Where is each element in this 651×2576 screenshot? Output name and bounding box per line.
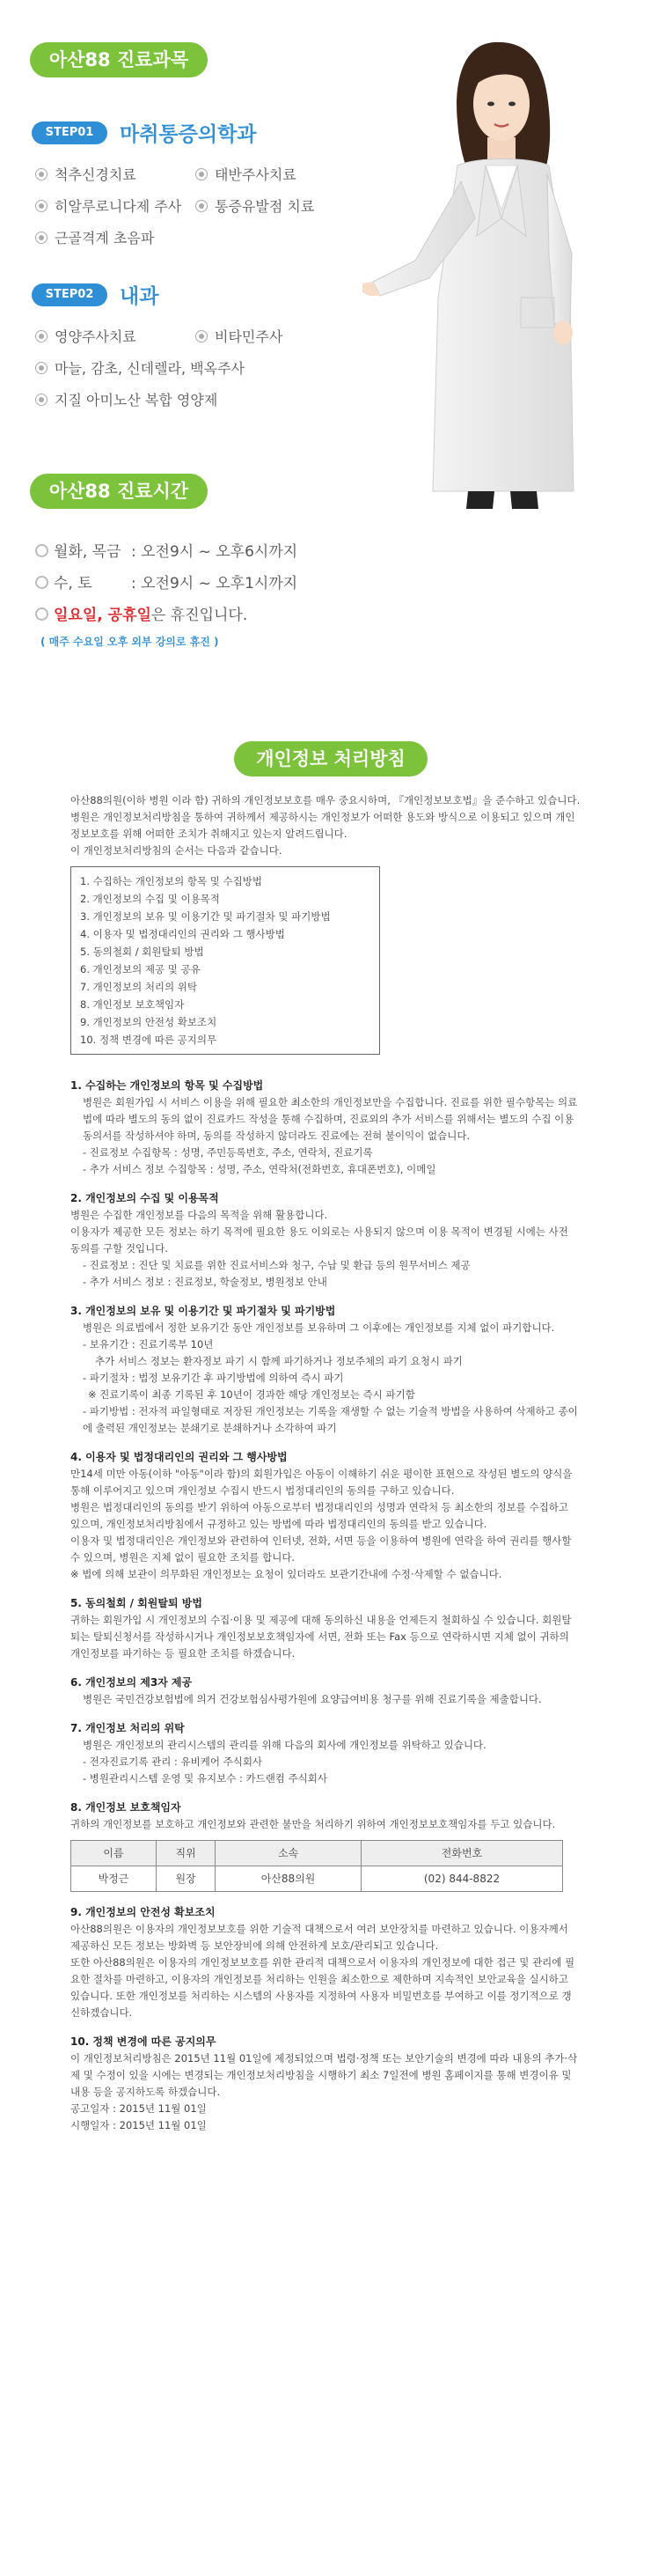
toc-item[interactable]: 4. 이용자 및 법정대리인의 권리와 그 행사방법 bbox=[80, 928, 285, 940]
table-cell: 원장 bbox=[156, 1866, 215, 1892]
service-item: 마늘, 감초, 신데렐라, 백옥주사 bbox=[35, 357, 245, 378]
subjects-title: 아산88 진료과목 bbox=[30, 42, 208, 77]
table-header: 소속 bbox=[216, 1841, 362, 1866]
ring-icon bbox=[35, 576, 48, 589]
step1-title: 마취통증의학과 bbox=[120, 123, 257, 146]
section-title: 2. 개인정보의 수집 및 이용목적 bbox=[70, 1192, 219, 1204]
section-line: ※ 진료기록이 최종 기록된 후 10년이 경과한 해당 개인정보는 즉시 파기함 bbox=[88, 1388, 415, 1401]
section-body: 병원은 수집한 개인정보를 다음의 목적을 위해 활용합니다. bbox=[70, 1209, 328, 1221]
section-line: - 병원관리시스템 운영 및 유지보수 : 카드랜컴 주식회사 bbox=[83, 1772, 328, 1785]
table-cell: 박정근 bbox=[71, 1866, 157, 1892]
section-line: - 추가 서비스 정보 수집항목 : 성명, 주소, 연락처(전화번호, 휴대폰번호), 이메일 bbox=[83, 1163, 436, 1175]
section-title: 10. 정책 변경에 따른 공지의무 bbox=[70, 2035, 216, 2048]
toc-item[interactable]: 10. 정책 변경에 따른 공지의무 bbox=[80, 1034, 217, 1046]
toc-box bbox=[70, 866, 380, 1055]
toc-item[interactable]: 8. 개인정보 보호책임자 bbox=[80, 998, 185, 1011]
toc-item[interactable]: 3. 개인정보의 보유 및 이용기간 및 파기절차 및 파기방법 bbox=[80, 910, 331, 923]
step2-title: 내과 bbox=[120, 285, 159, 308]
section-body: 이용자가 제공한 모든 정보는 하기 목적에 필요한 용도 이외로는 사용되지 않으며 이용 목적이 변경될 시에는 사전 동의를 구할 것입니다. bbox=[70, 1225, 568, 1255]
table-cell: (02) 844-8822 bbox=[361, 1866, 562, 1892]
bullet-icon bbox=[35, 394, 48, 406]
section-line: - 추가 서비스 정보 : 진료정보, 학술정보, 병원정보 안내 bbox=[83, 1276, 327, 1288]
section-line: - 전자진료기록 관리 : 유비케어 주식회사 bbox=[83, 1755, 263, 1768]
doctor-illustration bbox=[362, 33, 651, 509]
ring-icon bbox=[35, 544, 48, 557]
step1-badge: STEP01 bbox=[32, 121, 107, 144]
service-item: 근골격계 초음파 bbox=[35, 227, 154, 247]
section-line: - 진료정보 : 진단 및 치료를 위한 진료서비스와 청구, 수납 및 환급 등의 원무서비스 제공 bbox=[83, 1259, 471, 1271]
section-line: - 보유기간 : 진료기록부 10년 bbox=[83, 1338, 214, 1351]
section-line: - 파기절차 : 법정 보유기간 후 파기방법에 의하여 즉시 파기 bbox=[83, 1372, 344, 1384]
service-item: 영양주사치료 bbox=[35, 326, 136, 346]
table-cell: 아산88의원 bbox=[216, 1866, 362, 1892]
section-body: 이용자 및 법정대리인은 개인정보와 관련하여 인터넷, 전화, 서면 등을 이용하여 병원에 연락을 하여 권리를 행사할 수 있으며, 병원은 지체 없이 필요한 조치를 합니다. bbox=[70, 1535, 572, 1564]
section-body: 이 개인정보처리방침은 2015년 11월 01일에 제정되었으며 법령·정책 또는 보안기술의 변경에 따라 내용의 추가·삭제 및 수정이 있을 시에는 변경되는 개인정보처리방침을 시행하기 최소 7일전에 병원 홈페이지를 통해 변경이유 및 내용 등을 공지하도록 하겠습니다. bbox=[70, 2052, 578, 2098]
table-row bbox=[71, 1866, 563, 1892]
section-body: 귀하의 개인정보를 보호하고 개인정보와 관련한 불만을 처리하기 위하여 개인정보보호책임자를 두고 있습니다. bbox=[70, 1818, 556, 1830]
section-body: 만14세 미만 아동(이하 "아동"이라 함)의 회원가입은 아동이 이해하기 쉬운 평이한 표현으로 작성된 별도의 양식을 통해 이루어지고 있으며 개인정보 수집시 반드시 법정대리인의 동의를 구하고 있습니다. bbox=[70, 1468, 573, 1497]
privacy-title: 개인정보 처리방침 bbox=[234, 741, 428, 776]
section-title: 6. 개인정보의 제3자 제공 bbox=[70, 1676, 193, 1689]
table-header: 이름 bbox=[71, 1841, 157, 1866]
notice-date: 공고일자 : 2015년 11월 01일 bbox=[70, 2102, 207, 2115]
privacy-document bbox=[70, 792, 581, 2134]
effective-date: 시행일자 : 2015년 11월 01일 bbox=[70, 2119, 207, 2131]
hours-row: 수, 토 : 오전9시 ~ 오후1시까지 bbox=[35, 570, 297, 592]
section-title: 9. 개인정보의 안전성 확보조치 bbox=[70, 1906, 216, 1918]
toc-item[interactable]: 7. 개인정보의 처리의 위탁 bbox=[80, 981, 198, 993]
bullet-icon bbox=[195, 200, 208, 212]
service-item: 통증유발점 치료 bbox=[195, 195, 314, 216]
hours-row: 월화, 목금 : 오전9시 ~ 오후6시까지 bbox=[35, 539, 297, 561]
toc-item[interactable]: 6. 개인정보의 제공 및 공유 bbox=[80, 963, 201, 975]
bullet-icon bbox=[35, 232, 48, 244]
section-title: 1. 수집하는 개인정보의 항목 및 수집방법 bbox=[70, 1079, 264, 1092]
toc-item[interactable]: 2. 개인정보의 수집 및 이용목적 bbox=[80, 893, 220, 905]
step2-badge: STEP02 bbox=[32, 283, 107, 306]
bullet-icon bbox=[35, 168, 48, 180]
section-title: 3. 개인정보의 보유 및 이용기간 및 파기절차 및 파기방법 bbox=[70, 1305, 336, 1317]
section-title: 4. 이용자 및 법정대리인의 권리와 그 행사방법 bbox=[70, 1451, 288, 1463]
bullet-icon bbox=[195, 330, 208, 342]
section-body: 또한 아산88의원은 이용자의 개인정보보호를 위한 관리적 대책으로서 이용자의 개인정보에 대한 접근 및 관리에 필요한 절차를 마련하고, 이용자의 개인정보를 처리하는 인원을 최소한으로 제한하며 지속적인 보안교육을 실시하고 있습니다. 또한 개인정보를 처리하는 시스템의 사용자를 지정하여 사용자 비밀번호를 부여하고 이를 정기적으로 갱신하겠습니다. bbox=[70, 1956, 575, 2019]
section-title: 7. 개인정보 처리의 위탁 bbox=[70, 1722, 185, 1734]
ring-icon bbox=[35, 607, 48, 621]
bullet-icon bbox=[35, 330, 48, 342]
section-line: - 진료정보 수집항목 : 성명, 주민등록번호, 주소, 연락처, 진료기록 bbox=[83, 1146, 373, 1159]
section-line: 추가 서비스 정보는 환자정보 파기 시 함께 파기하거나 정보주체의 파기 요청시 파기 bbox=[95, 1355, 463, 1367]
service-item: 비타민주사 bbox=[195, 326, 282, 346]
lecture-note: ( 매주 수요일 오후 외부 강의로 휴진 ) bbox=[40, 636, 219, 648]
toc-item[interactable]: 1. 수집하는 개인정보의 항목 및 수집방법 bbox=[80, 875, 262, 887]
bullet-icon bbox=[195, 168, 208, 180]
section-title: 8. 개인정보 보호책임자 bbox=[70, 1801, 181, 1814]
section-body: 귀하는 회원가입 시 개인정보의 수집·이용 및 제공에 대해 동의하신 내용을 언제든지 철회하실 수 있습니다. 회원탈퇴는 탈퇴신청서를 작성하시거나 개인정보보호책임자에 서면, 전화 또는 Fax 등으로 연락하시면 지체 없이 귀하의 개인정보를 파기하는 등 필요한 조치를 하겠습니다. bbox=[70, 1614, 572, 1660]
section-line: - 파기방법 : 전자적 파일형태로 저장된 개인정보는 기록을 재생할 수 없는 기술적 방법을 사용하여 삭제하고 종이에 출력된 개인정보는 분쇄기로 분쇄하거나 소각하여 파기 bbox=[83, 1405, 578, 1434]
section-body: 병원은 국민건강보험법에 의거 건강보험심사평가원에 요양급여비용 청구를 위해 진료기록을 제출합니다. bbox=[83, 1693, 542, 1705]
manager-table bbox=[70, 1840, 563, 1892]
bullet-icon bbox=[35, 200, 48, 212]
section-title: 5. 동의철회 / 회원탈퇴 방법 bbox=[70, 1597, 202, 1609]
section-body: 병원은 의료법에서 정한 보유기간 동안 개인정보를 보유하며 그 이후에는 개인정보를 지체 없이 파기합니다. bbox=[83, 1321, 555, 1334]
section-body: 병원은 법정대리인의 동의를 받기 위하여 아동으로부터 법정대리인의 성명과 연락처 등 최소한의 정보를 수집하고 있으며, 개인정보처리방침에서 규정하고 있는 방법에 따라 법정대리인의 동의를 받고 있습니다. bbox=[70, 1501, 568, 1530]
service-item: 태반주사치료 bbox=[195, 164, 296, 184]
holiday-row: 일요일, 공휴일은 휴진입니다. bbox=[35, 602, 247, 624]
intro-paragraph: 아산88의원(이하 병원 이라 함) 귀하의 개인정보보호를 매우 중요시하며, 『개인정보보호법』을 준수하고 있습니다. 병원은 개인정보처리방침을 통하여 귀하께서 제공하시는 개인정보가 어떠한 용도와 방식으로 이용되고 있으며 개인정보보호를 위해 어떠한 조치가 취해지고 있는지 알려드립니다. bbox=[70, 794, 581, 840]
bullet-icon bbox=[35, 362, 48, 374]
section-body: ※ 법에 의해 보관이 의무화된 개인정보는 요청이 있더라도 보관기간내에 수정·삭제할 수 없습니다. bbox=[70, 1568, 502, 1580]
section-body: 병원은 회원가입 시 서비스 이용을 위해 필요한 최소한의 개인정보만을 수집합니다. 진료를 위한 필수항목는 의료법에 따라 별도의 동의 없이 진료카드 작성을 통해 수집하며, 진료외의 추가 서비스를 위해서는 별도의 수집 이용 동의서를 작성하셔야 하며, 동의를 작성하지 않더라도 진료에는 전혀 불이익이 없습니다. bbox=[83, 1096, 578, 1142]
service-item: 지질 아미노산 복합 영양제 bbox=[35, 389, 217, 409]
toc-item[interactable]: 5. 동의철회 / 회원탈퇴 방법 bbox=[80, 946, 204, 958]
intro-paragraph: 이 개인정보처리방침의 순서는 다음과 같습니다. bbox=[70, 844, 282, 857]
service-item: 척추신경치료 bbox=[35, 164, 136, 184]
section-body: 아산88의원은 이용자의 개인정보보호를 위한 기술적 대책으로서 여러 보안장치를 마련하고 있습니다. 이용자께서 제공하신 모든 정보는 방화벽 등 보안장비에 의해 안전하게 보호/관리되고 있습니다. bbox=[70, 1923, 568, 1952]
toc-item[interactable]: 9. 개인정보의 안전성 확보조치 bbox=[80, 1016, 217, 1028]
table-header: 전화번호 bbox=[361, 1841, 562, 1866]
hours-title: 아산88 진료시간 bbox=[30, 474, 208, 509]
section-body: 병원은 개인정보의 관리시스템의 관리를 위해 다음의 회사에 개인정보를 위탁하고 있습니다. bbox=[83, 1739, 486, 1751]
service-item: 히알루로니다제 주사 bbox=[35, 195, 181, 216]
table-header: 직위 bbox=[156, 1841, 215, 1866]
